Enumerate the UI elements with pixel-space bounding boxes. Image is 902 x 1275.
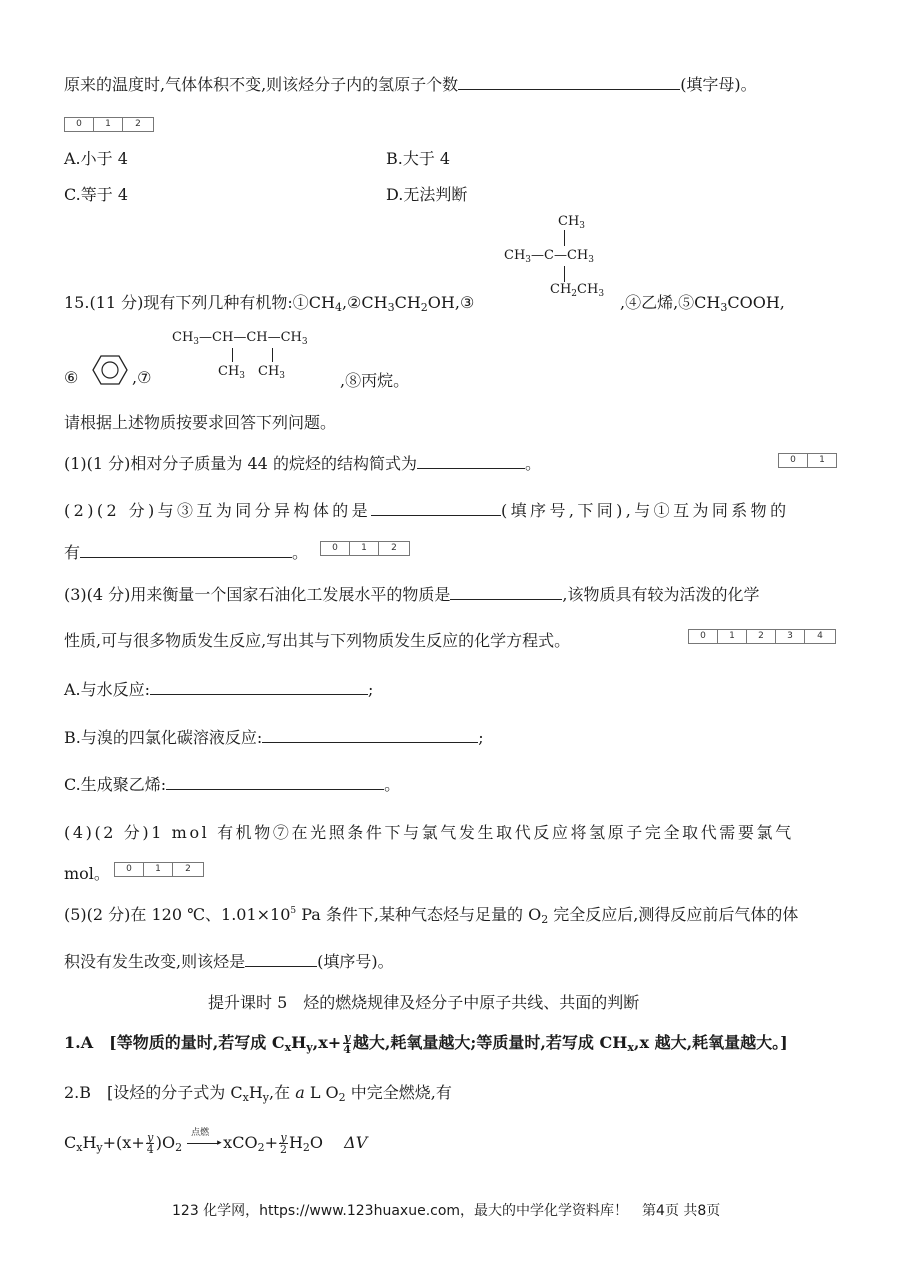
combustion-equation: $C_xH_y+(x+$ $\frac{y}{4}$ )$O_2$ 点燃 ▸ xCO$_2$+ $\frac{y}{2}$ $H_2O$ ΔV xyxy=(64,1127,368,1156)
sub-question-5-line2: 积没有发生改变,则该烃是 (填序号)。 xyxy=(64,952,394,971)
sub-question-3: (3)(4 分)用来衡量一个国家石油化工发展水平的物质是 ,该物质具有较为活泼的化学 xyxy=(64,585,760,604)
sub-question-3c: C.生成聚乙烯: 。 xyxy=(64,775,401,794)
answer-blank[interactable] xyxy=(417,454,525,469)
compound-list-line2: ⑥ xyxy=(64,368,79,387)
score-box[interactable]: 0 1 xyxy=(778,453,837,468)
question-15: 15.(11 分)现有下列几种有机物$:①CH_4,②CH_3CH_2OH,③$ xyxy=(64,293,475,314)
compound-8-label: ,⑧丙烷。 xyxy=(340,371,410,390)
sub-question-4: (4)(2 分)1 mol 有机物⑦在光照条件下与氯气发生取代反应将氢原子完全取代需要氯气 xyxy=(64,823,794,842)
answer-blank[interactable] xyxy=(458,75,680,90)
sub-question-3a: A.与水反应: ; xyxy=(64,680,374,699)
score-box[interactable]: 0 1 2 xyxy=(320,541,410,556)
question-15-tail: ,④乙烯$,⑤CH_3COOH$, xyxy=(620,293,785,314)
benzene-ring-icon xyxy=(92,354,128,386)
option-d: D.无法判断 xyxy=(386,185,468,204)
sub-question-1: (1)(1 分)相对分子质量为 44 的烷烃的结构简式为 。 xyxy=(64,454,541,473)
structure-3-neohexane: $CH_3$ $CH_3—C—CH_3$ $CH_2CH_3$ xyxy=(504,214,605,299)
answer-blank[interactable] xyxy=(80,543,292,558)
answer-blank[interactable] xyxy=(371,501,501,516)
question-14-continuation: 原来的温度时,气体体积不变,则该烃分子内的氢原子个数 (填字母)。 xyxy=(64,75,757,94)
sub-question-3b: B.与溴的四氯化碳溶液反应: ; xyxy=(64,728,484,747)
answer-blank[interactable] xyxy=(166,775,384,790)
sub-question-4-line2: mol。 xyxy=(64,864,110,883)
option-b: B.大于 4 xyxy=(386,149,451,168)
option-a: A.小于 4 xyxy=(64,149,128,168)
instruction: 请根据上述物质按要求回答下列问题。 xyxy=(64,413,337,432)
answer-1: 1.A [等物质的量时,若写成 $C_xH_y,x+$ $\frac{y}{4}$ 越大,耗氧量越大;等质量时,若写成 $CH_x,x$ 越大,耗氧量越大。] xyxy=(64,1031,788,1056)
page-footer: 123 化学网，https://www.123huaxue.com，最大的中学化学资料库！ 第4页 共8页 xyxy=(172,1203,721,1219)
section-title: 提升课时 5 烃的燃烧规律及烃分子中原子共线、共面的判断 xyxy=(208,993,640,1012)
sub-question-2: (2)(2 分)与③互为同分异构体的是 (填序号,下同),与①互为同系物的 xyxy=(64,501,790,520)
compound-7-label: ,⑦ xyxy=(132,368,152,387)
score-box[interactable]: 0 1 2 xyxy=(114,862,204,877)
answer-2: 2.B [设烃的分子式为 $C_xH_y$,在 a L $O_2$ 中完全燃烧,有 xyxy=(64,1083,452,1104)
option-c: C.等于 4 xyxy=(64,185,129,204)
score-box[interactable]: 0 1 2 xyxy=(64,117,154,132)
sub-question-2-line2: 有 。 xyxy=(64,543,309,562)
answer-blank[interactable] xyxy=(150,680,368,695)
answer-blank[interactable] xyxy=(450,585,562,600)
score-box[interactable]: 0 1 2 3 4 xyxy=(688,629,836,644)
answer-blank[interactable] xyxy=(245,952,317,967)
answer-blank[interactable] xyxy=(262,728,478,743)
sub-question-3-line2: 性质,可与很多物质发生反应,写出其与下列物质发生反应的化学方程式。 xyxy=(64,631,571,650)
sub-question-5: (5)(2 分)在 120 ℃、$1.01\times 10^5$ Pa 条件下,某种气态烃与足量的 $O_2$ 完全反应后,测得反应前后气体的体 xyxy=(64,905,799,926)
reaction-arrow: 点燃 ▸ xyxy=(187,1137,223,1151)
structure-7-dimethylbutane: $CH_3—CH—CH—CH_3$ $CH_3$ $CH_3$ xyxy=(172,330,308,381)
